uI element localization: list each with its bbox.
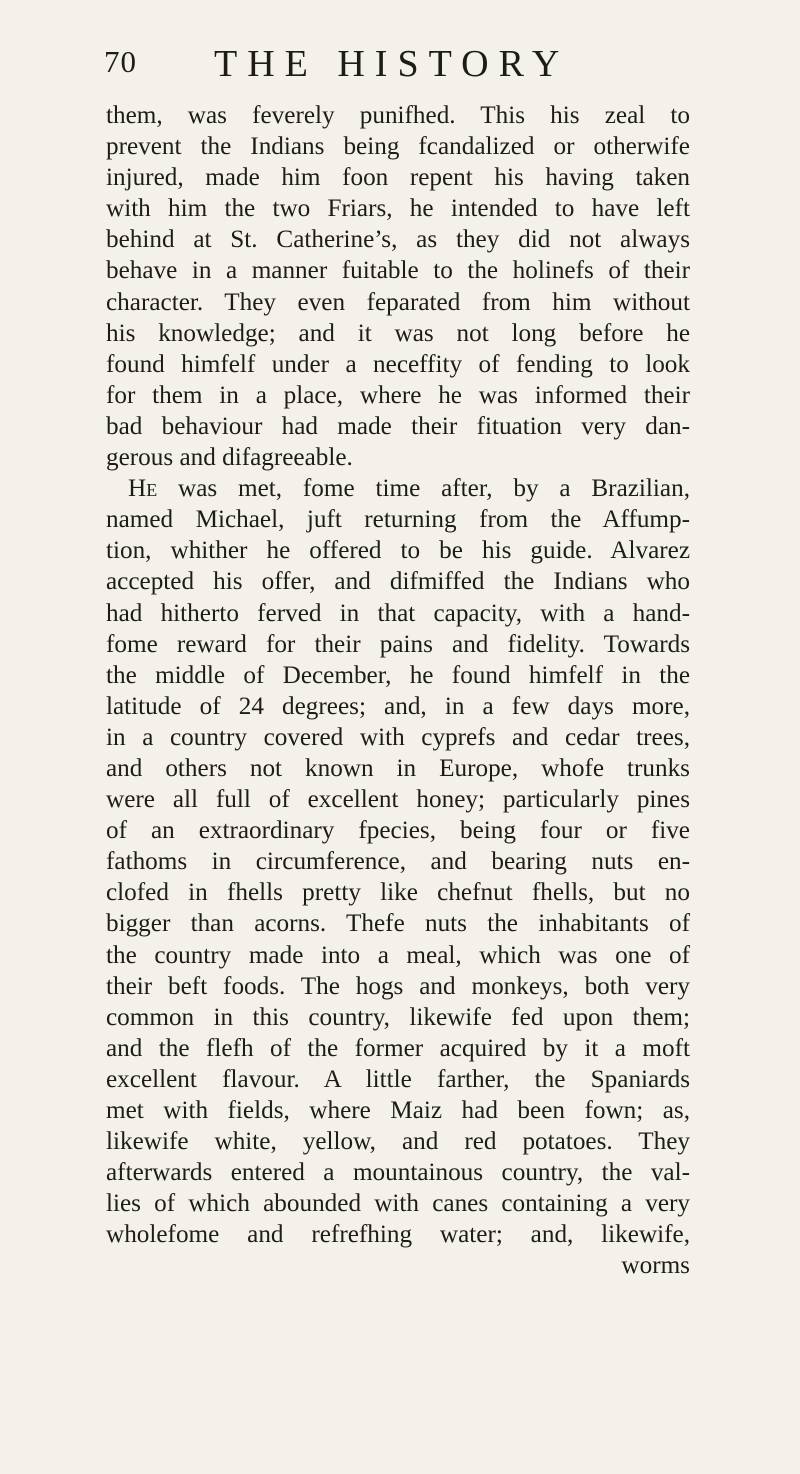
text-line: afterwards entered a mountainous country, the val- <box>106 1159 690 1187</box>
text-line: with him the two Friars, he intended to have left <box>106 195 690 223</box>
text-line: bad behaviour had made their fituation very dan- <box>106 412 690 440</box>
text-line: and the flefh of the former acquired by it a moft <box>106 1034 690 1062</box>
text-line: tion, whither he offered to be his guide. Alvarez <box>106 537 690 565</box>
text-line: their beft foods. The hogs and monkeys, both very <box>106 972 690 1000</box>
text-line: his knowledge; and it was not long before he <box>106 319 690 347</box>
text-line: found himfelf under a neceffity of fending to look <box>106 350 690 378</box>
text-line: latitude of 24 degrees; and, in a few days more, <box>106 692 690 720</box>
text-line: for them in a place, where he was informed their <box>106 381 690 409</box>
text-line: common in this country, likewife fed upon them; <box>106 1003 690 1031</box>
text-line: clofed in fhells pretty like chefnut fhells, but no <box>106 879 690 907</box>
body-text <box>106 100 690 1282</box>
text-line: fathoms in circumference, and bearing nuts en- <box>106 848 690 876</box>
text-line: excellent flavour. A little farther, the Spaniards <box>106 1065 690 1093</box>
text-line: named Michael, juft returning from the Affump- <box>106 506 690 534</box>
text-line: injured, made him foon repent his having taken <box>106 164 690 192</box>
text-line: wholefome and refrefhing water; and, likewife, <box>106 1221 690 1249</box>
text-line: bigger than acorns. Thefe nuts the inhabitants of <box>106 910 690 938</box>
page-number: 70 <box>104 44 137 79</box>
text-line: met with fields, where Maiz had been fown; as, <box>106 1097 690 1124</box>
text-line: of an extraordinary fpecies, being four or five <box>106 817 690 845</box>
text-line: gerous and difagreeable. <box>106 444 353 472</box>
text-line: likewife white, yellow, and red potatoes. They <box>106 1128 690 1156</box>
text-line: behind at St. Catherine’s, as they did not always <box>106 226 690 254</box>
text-line: in a country covered with cyprefs and cedar trees, <box>106 723 690 751</box>
text-line: accepted his offer, and difmiffed the Indians who <box>106 568 690 596</box>
lead-word: He <box>128 475 158 503</box>
paragraph-opening-line <box>106 473 690 504</box>
text-line: prevent the Indians being fcandalized or otherwife <box>106 133 690 161</box>
text-line: were all full of excellent honey; particularly pines <box>106 786 690 814</box>
running-head: THE HISTORY <box>214 43 570 85</box>
text-line: lies of which abounded with canes containing a very <box>106 1190 690 1218</box>
text-line: and others not known in Europe, whofe trunks <box>106 754 690 782</box>
text-line: the country made into a meal, which was one of <box>106 941 690 969</box>
text-line: the middle of December, he found himfelf in the <box>106 661 690 689</box>
catchword: worms <box>621 1252 690 1280</box>
text-line: character. They even feparated from him without <box>106 288 690 316</box>
text-line-rest: was met, fome time after, by a Brazilian, <box>157 475 690 503</box>
text-line: them, was feverely punifhed. This his zeal to <box>106 102 690 129</box>
text-line: had hitherto ferved in that capacity, with a hand- <box>106 599 690 627</box>
page-header <box>104 42 684 92</box>
text-line: fome reward for their pains and fidelity. Towards <box>106 630 690 658</box>
text-line: behave in a manner fuitable to the holinefs of their <box>106 257 690 285</box>
